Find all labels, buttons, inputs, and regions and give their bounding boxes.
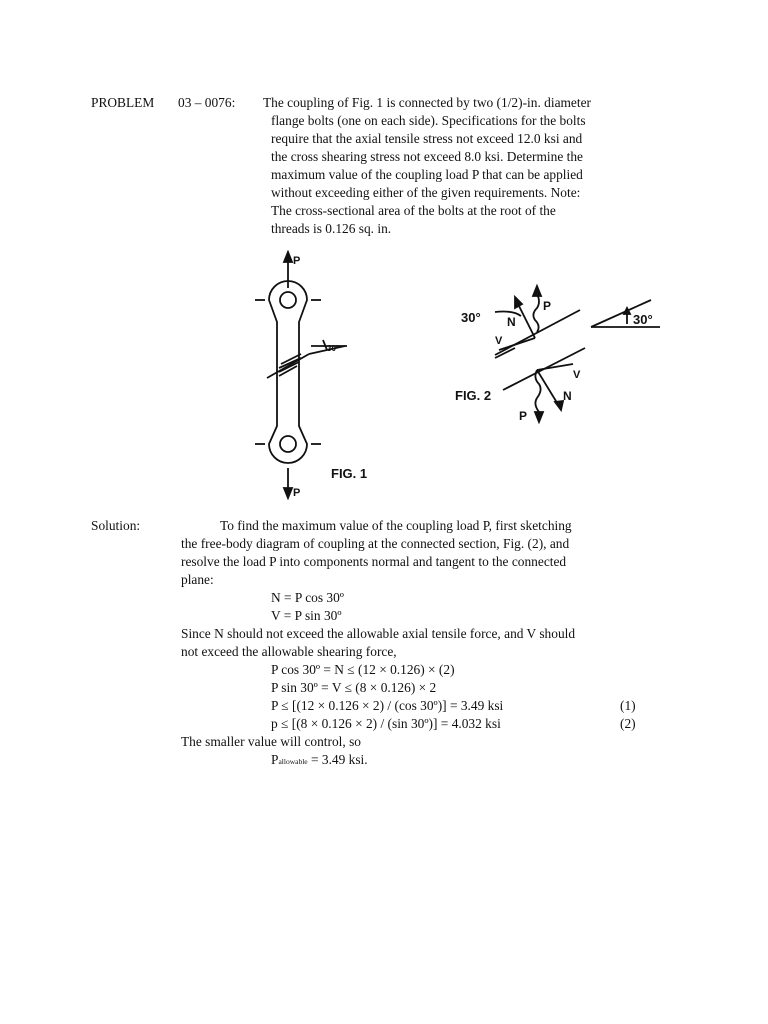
fig2-angle-left: 30° (461, 310, 481, 325)
problem-line-1: The coupling of Fig. 1 is connected by two (1/2)-in. diameter (263, 95, 591, 110)
final-answer (271, 751, 368, 771)
result-1: P ≤ [(12 × 0.126 × 2) / (cos 30º)] = 3.49 ksi (271, 698, 504, 713)
problem-line-8: threads is 0.126 sq. in. (271, 221, 392, 236)
problem-label: PROBLEM (91, 95, 155, 110)
fig2-v-top: V (495, 335, 503, 347)
problem-line-7: The cross-sectional area of the bolts at the root of the (271, 203, 556, 218)
conclusion: The smaller value will control, so (181, 734, 361, 749)
final-value: = 3.49 ksi. (310, 752, 368, 767)
solution-intro-1: To find the maximum value of the coupling load P, first sketching (220, 518, 572, 533)
problem-line-6: without exceeding either of the given requirements. Note: (271, 185, 581, 200)
equation-n: N = P cos 30º (271, 590, 344, 605)
solution-label: Solution: (91, 518, 141, 533)
fig2-angle-right: 30° (633, 312, 653, 327)
problem-line-4: the cross shearing stress not exceed 8.0 ksi. Determine the (271, 149, 583, 164)
result-1-tag: (1) (620, 698, 636, 713)
since-line-2: not exceed the allowable shearing force, (181, 644, 397, 659)
problem-line-5: maximum value of the coupling load P that can be applied (271, 167, 583, 182)
final-symbol: P (271, 752, 279, 767)
figure-1 (245, 250, 375, 505)
inequality-1: P cos 30º = N ≤ (12 × 0.126) × (2) (271, 662, 455, 677)
solution-intro-4: plane: (181, 572, 214, 587)
fig1-angle: 30° (327, 344, 340, 353)
problem-line-2: flange bolts (one on each side). Specifications for the bolts (271, 113, 586, 128)
fig1-caption: FIG. 1 (331, 466, 368, 481)
problem-number: 03 – 0076: (178, 95, 236, 110)
fig2-p-top: P (543, 299, 552, 313)
result-2: p ≤ [(8 × 0.126 × 2) / (sin 30º)] = 4.032 ksi (271, 716, 501, 731)
fig1-load-top: P (293, 255, 301, 267)
fig2-v-bottom: V (573, 369, 581, 381)
solution-intro-2: the free-body diagram of coupling at the connected section, Fig. (2), and (181, 536, 570, 551)
figure-2 (455, 280, 670, 435)
equation-v: V = P sin 30º (271, 608, 342, 623)
since-line-1: Since N should not exceed the allowable axial tensile force, and V should (181, 626, 576, 641)
final-subscript: allowable (278, 757, 308, 766)
fig2-caption: FIG. 2 (455, 388, 492, 403)
problem-line-3: require that the axial tensile stress not exceed 12.0 ksi and (271, 131, 583, 146)
fig2-p-bottom: P (519, 409, 528, 423)
fig2-n-bottom: N (563, 389, 572, 403)
result-2-tag: (2) (620, 716, 636, 731)
solution-intro-3: resolve the load P into components normal and tangent to the connected (181, 554, 567, 569)
fig2-n-top: N (507, 315, 516, 329)
inequality-2: P sin 30º = V ≤ (8 × 0.126) × 2 (271, 680, 437, 695)
fig1-load-bottom: P (293, 487, 301, 499)
